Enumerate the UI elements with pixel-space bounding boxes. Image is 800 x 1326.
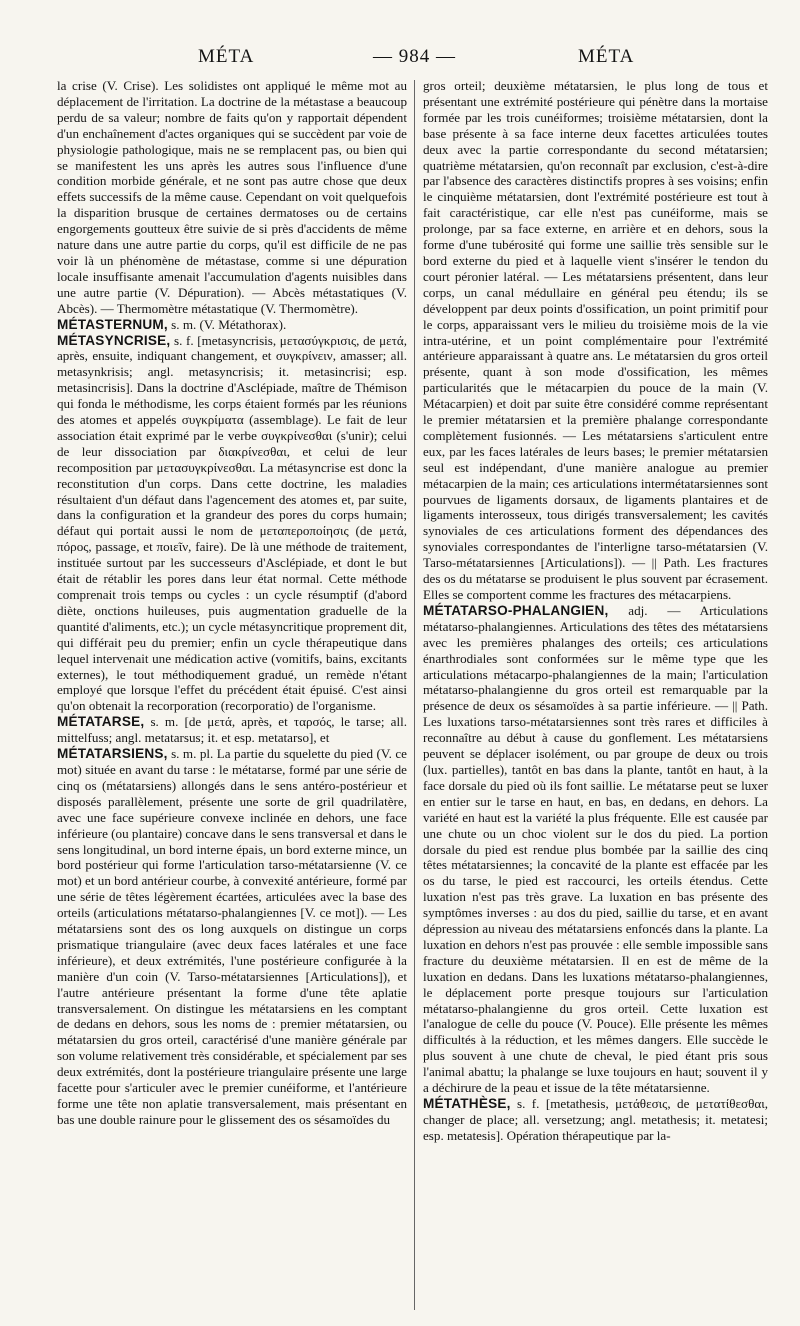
column-divider bbox=[414, 80, 415, 1310]
right-column bbox=[423, 78, 768, 1313]
entry-text: s. m. (V. Métathorax). bbox=[167, 316, 287, 332]
left-column bbox=[57, 78, 407, 1313]
headword: MÉTATARSO-PHALANGIEN, bbox=[423, 602, 609, 618]
entry-metatarso-phalangien bbox=[423, 603, 768, 1096]
entry-text: adj. — Articulations métatarso-phalangiennes. Articulations des têtes des métatarsiens avec les premières phalanges des orteils; ces articulations énarthrodiales sont conformées sur le même type que les articulations métacarpo-phalangiennes de la main; l'articulation métatarso-phalangienne du gros orteil est remarquable par la présence de deux os sésamoïdes à sa partie inférieure. — || Path. Les luxations tarso-métatarsiennes sont très rares et difficiles à reconnaître au début à cause du gonflement. Les métatarsiens peuvent se déplacer isolément, ou par groupe de deux ou trois (lux. partielles), tantôt en bas dans la plante, tantôt en haut, à la face dorsale du pied où ils font saillie. Le métatarse peut se luxer en entier sur le tarse en haut, en bas, en dedans, en dehors. La variété en haut est la variété la plus fréquente. Elle est causée par une chute ou un choc violent sur le dos du pied. La portion dorsale du pied est rendue plus bombée par la saillie des cinq têtes métatarsiennes; la concavité de la plante est effacée par les os du tarse, le pied est raccourci, les orteils étendus. Cette luxation n'est pas très grave. La luxation en bas présente des symptômes inverses : au dos du pied, saillie du tarse, et en avant dépression au niveau des métatarsiens enfoncés dans la plante. La luxation en dehors n'est pas prouvée : elle semble impossible sans fracture du deuxième métatarsien. Il en est de même de la luxation en dedans. Dans les luxations métatarso-phalangiennes, le déplacement porte presque toujours sur l'articulation métatarso-phalangienne du gros orteil. Cette luxation est l'analogue de celle du pouce (V. Pouce). Elle présente les mêmes difficultés à la réduction, et les mêmes dangers. Elle succède le plus souvent à une chute de cheval, le pied étant pris sous l'animal abattu; la phalange se luxe toujours en haut; souvent il y a déchirure de la peau et issue de la tête métatarsienne. bbox=[423, 602, 768, 1096]
headword: MÉTATARSIENS, bbox=[57, 746, 168, 762]
running-header bbox=[58, 46, 748, 72]
entry-text: s. m. pl. La partie du squelette du pied (V. ce mot) située en avant du tarse : le métatarse, formé par une série de cinq os (métatarsiens) allongés dans le sens antéro-postérieur et disposés parallèlement, présente une sorte de gril quadrilatère, avec une face supérieure convexe inclinée en dehors, une face inférieure (ou plantaire) concave dans le sens transversal et dans le sens longitudinal, un bord interne épais, un bord externe mince, un bord postérieur qui forme l'articulation tarso-métatarsienne (V. ce mot) et un bord antérieur courbe, à convexité antérieure, formé par une série de têtes légèrement écartées, articulées avec la base des orteils (articulations métatarso-phalangiennes [V. ce mot]). — Les métatarsiens sont des os long auxquels on distingue un corps prismatique triangulaire (avec deux faces latérales et une face inférieure), et deux extrémités, l'une postérieure configurée à la manière d'un coin (V. Tarso-métatarsiennes [Articulations]), et l'autre antérieure présentant la forme d'une tête aplatie transversalement. On distingue les métatarsiens en les comptant de dedans en dehors, sous les noms de : premier métatarsien, ou métatarsien du gros orteil, caractérisé d'une manière générale par son volume relativement très considérable, et spécialement par ses deux extrémités, dont la postérieure triangulaire présente une large facette pour s'articuler avec le premier cunéiforme, et l'antérieure forme une tête non aplatie transversalement, mais présentant en bas une double rainure pour le glissement des os sésamoïdes du bbox=[57, 746, 407, 1127]
entry-metasternum bbox=[57, 317, 407, 333]
headword: MÉTASTERNUM, bbox=[57, 316, 168, 332]
metastase-continuation: la crise (V. Crise). Les solidistes ont appliqué le même mot au déplacement de l'irritation. La doctrine de la métastase a beaucoup perdu de sa valeur; nombre de faits qu'on y rapportait dépendent d'un enchaînement d'actes organiques qui se succèdent par voie de physiologie pathologique, mais ne se remplacent pas, ou bien qui se manifestent les uns après les autres sous l'influence d'une condition morbide générale, et ne sont pas autre chose que deux effets successifs de la même cause. Cependant on voit quelquefois la disparition brusque de certaines dermatoses ou de certains engorgements goutteux être suivie de si près d'accidents de même nature dans une autre partie du corps, qu'il est difficile de ne pas voir là un phénomène de métastase, comme si une dépuration locale insuffisante amenait l'accumulation d'agents nuisibles dans une autre partie (V. Dépuration). — Abcès métastatiques (V. Abcès). — Thermomètre métastatique (V. Thermomètre). bbox=[57, 78, 407, 316]
entry-metatarsiens bbox=[57, 746, 407, 1128]
entry-metasyncrise bbox=[57, 333, 407, 715]
header-right-word: MÉTA bbox=[578, 46, 635, 67]
header-left-word: MÉTA bbox=[198, 46, 255, 67]
entry-text: s. f. [metasyncrisis, μετασύγκρισις, de μετά, après, ensuite, indiquant changement, et συγκρίνειν, amasser; all. metasynkrisis; angl. metasyncrisis; it. metasincrisi; esp. metasincrisis]. Dans la doctrine d'Asclépiade, maître de Thémison qui fonda le méthodisme, les corps étaient formés par les réunions des atomes et appelés συγκρίματα (assemblage). Le fait de leur association était exprimé par le verbe συγκρίνεσθαι (s'unir); celui de leur dissociation par διακρίνεσθαι, et celui de leur recomposition par μετασυγκρίνεσθαι. La métasyncrise est donc la reconstitution d'un corps. Dans cette doctrine, les maladies résultaient d'un défaut dans l'agencement des atomes et, par suite, dans la configuration et la grandeur des pores du corps humain; défaut qui portait aussi le nom de μεταπεροποίησις (de μετά, πόρος, passage, et ποιεῖν, faire). De là une méthode de traitement, instituée surtout par les successeurs d'Asclépiade, et dont le but était de rétablir les pores dans leur état normal. Cette méthode comprenait trois temps ou cycles : un cycle résumptif (d'abord diète, onctions huileuses, puis augmentation graduelle de la quantité d'aliments, etc.); un cycle métasyncritique proprement dit, qui différait peu du premier; enfin un cycle thérapeutique dans lequel intervenait une médication active (vomitifs, bains, excitants externes), le tout méthodiquement gradué, un remède n'étant employé que lorsque l'effet du précédent était épuisé. C'est ainsi qu'on obtenait la recorporation (recorporatio) de l'organisme. bbox=[57, 332, 407, 714]
metatarsiens-continuation: gros orteil; deuxième métatarsien, le plus long de tous et présentant une extrémité postérieure qui pénètre dans la mortaise formée par les trois cunéiformes; troisième métatarsien, dont la base présente à sa face interne deux facettes articulées toutes deux avec la partie correspondante du second métatarsien; quatrième métatarsien, qu'on reconnaît par exclusion, c'est-à-dire par l'absence des caractères distinctifs propres à ses voisins; enfin le cinquième métatarsien, dont l'extrémité postérieure est tout à fait caractéristique, car elle n'est pas cunéiforme, mais se prolonge, par sa face externe, en arrière et en dehors, sous la forme d'une tubérosité qui forme une saillie très sensible sur le bord externe du pied et à laquelle vient s'insérer le tendon du court péronier latéral. — Les métatarsiens présentent, dans leur corps, un canal médullaire en général peu étendu; ils se développent par deux points d'ossification, un point primitif pour le corps, apparaissant vers le milieu du troisième mois de la vie intra-utérine, et un point complémentaire pour l'extrémité antérieure apparaissant à quatre ans. Le métatarsien du gros orteil présente, quant à son mode d'ossification, les mêmes particularités que le métacarpien du pouce de la main (V. Métacarpien) et doit par suite être considéré comme représentant le premier métatarsien et la première phalange correspondante complètement fusionnés. — Les métatarsiens s'articulent entre eux, par les faces latérales de leurs bases; le premier métatarsien seul est indépendant, d'une manière analogue au premier métacarpien de la main; ces articulations intermétatarsiennes sont pourvues de ligaments dorsaux, de ligaments plantaires et de ligaments interosseux, tous dirigés transversalement; les cavités synoviales de ces articulations forment des dépendances des synoviales correspondantes de l'interligne tarso-métatarsien (V. Tarso-métatarsiennes [Articulations]). — || Path. Les fractures des os du métatarse se produisent le plus souvent par écrasement. Elles se comportent comme les fractures des métacarpiens. bbox=[423, 78, 768, 602]
page-number: — 984 — bbox=[373, 46, 456, 67]
headword: MÉTASYNCRISE, bbox=[57, 332, 171, 348]
entry-metathese bbox=[423, 1096, 768, 1144]
entry-text: s. m. [de μετά, après, et ταρσός, le tarse; all. mittelfuss; angl. metatarsus; it. et esp. metatarso], et bbox=[57, 714, 407, 746]
entry-metatarse bbox=[57, 714, 407, 746]
entry-text: s. f. [metathesis, μετάθεσις, de μετατίθεσθαι, changer de place; all. versetzung; angl. metathesis; it. metatesi; esp. metatesis]. Opération thérapeutique par la- bbox=[423, 1096, 768, 1143]
headword: MÉTATARSE, bbox=[57, 714, 145, 730]
headword: MÉTATHÈSE, bbox=[423, 1096, 511, 1111]
